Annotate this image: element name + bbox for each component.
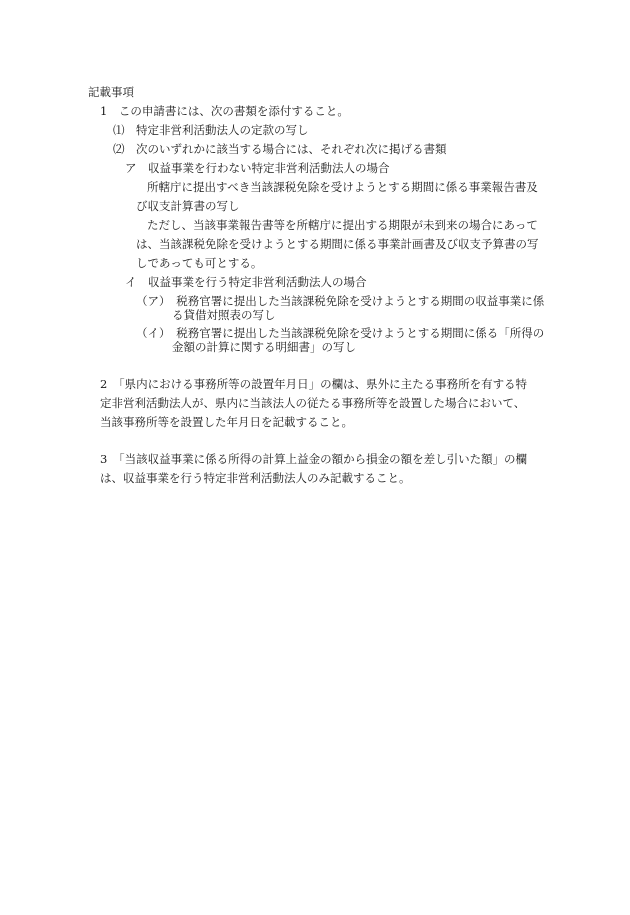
- item-i-i-cont: 金額の計算に関する明細書」の写し: [172, 340, 356, 354]
- item-i-i: （イ） 税務官署に提出した当該課税免除を受けようとする期間に係る「所得の: [136, 326, 545, 340]
- item-1: 1 この申請書には、次の書類を添付すること。: [100, 104, 349, 118]
- item-1-sub-2: ⑵ 次のいずれかに該当する場合には、それぞれ次に掲げる書類: [113, 142, 447, 156]
- section-heading: 記載事項: [88, 85, 134, 99]
- item-a-proviso-cont-2: しであっても可とする。: [136, 256, 263, 270]
- item-a-text-cont: び収支計算書の写し: [136, 199, 240, 213]
- item-i: イ 収益事業を行う特定非営利活動法人の場合: [125, 275, 367, 289]
- item-i-a-cont: る貸借対照表の写し: [172, 308, 276, 322]
- item-2: 2 「県内における事務所等の設置年月日」の欄は、県外に主たる事務所を有する特: [100, 377, 528, 391]
- item-i-a: （ア） 税務官署に提出した当該課税免除を受けようとする期間の収益事業に係: [136, 294, 545, 308]
- item-3-cont: は、収益事業を行う特定非営利活動法人のみ記載すること。: [100, 471, 411, 485]
- item-2-cont-1: 定非営利活動法人が、県内に当該法人の従たる事務所等を設置した場合において、: [100, 396, 526, 410]
- item-1-sub-1: ⑴ 特定非営利活動法人の定款の写し: [113, 123, 309, 137]
- item-3: 3 「当該収益事業に係る所得の計算上益金の額から損金の額を差し引いた額」の欄: [100, 452, 528, 466]
- item-a: ア 収益事業を行わない特定非営利活動法人の場合: [125, 161, 390, 175]
- item-a-text: 所轄庁に提出すべき当該課税免除を受けようとする期間に係る事業報告書及: [147, 180, 538, 194]
- item-a-proviso-cont-1: は、当該課税免除を受けようとする期間に係る事業計画書及び収支予算書の写: [136, 237, 539, 251]
- item-a-proviso: ただし、当該事業報告書等を所轄庁に提出する期限が未到来の場合にあって: [147, 218, 538, 232]
- item-2-cont-2: 当該事務所等を設置した年月日を記載すること。: [100, 415, 353, 429]
